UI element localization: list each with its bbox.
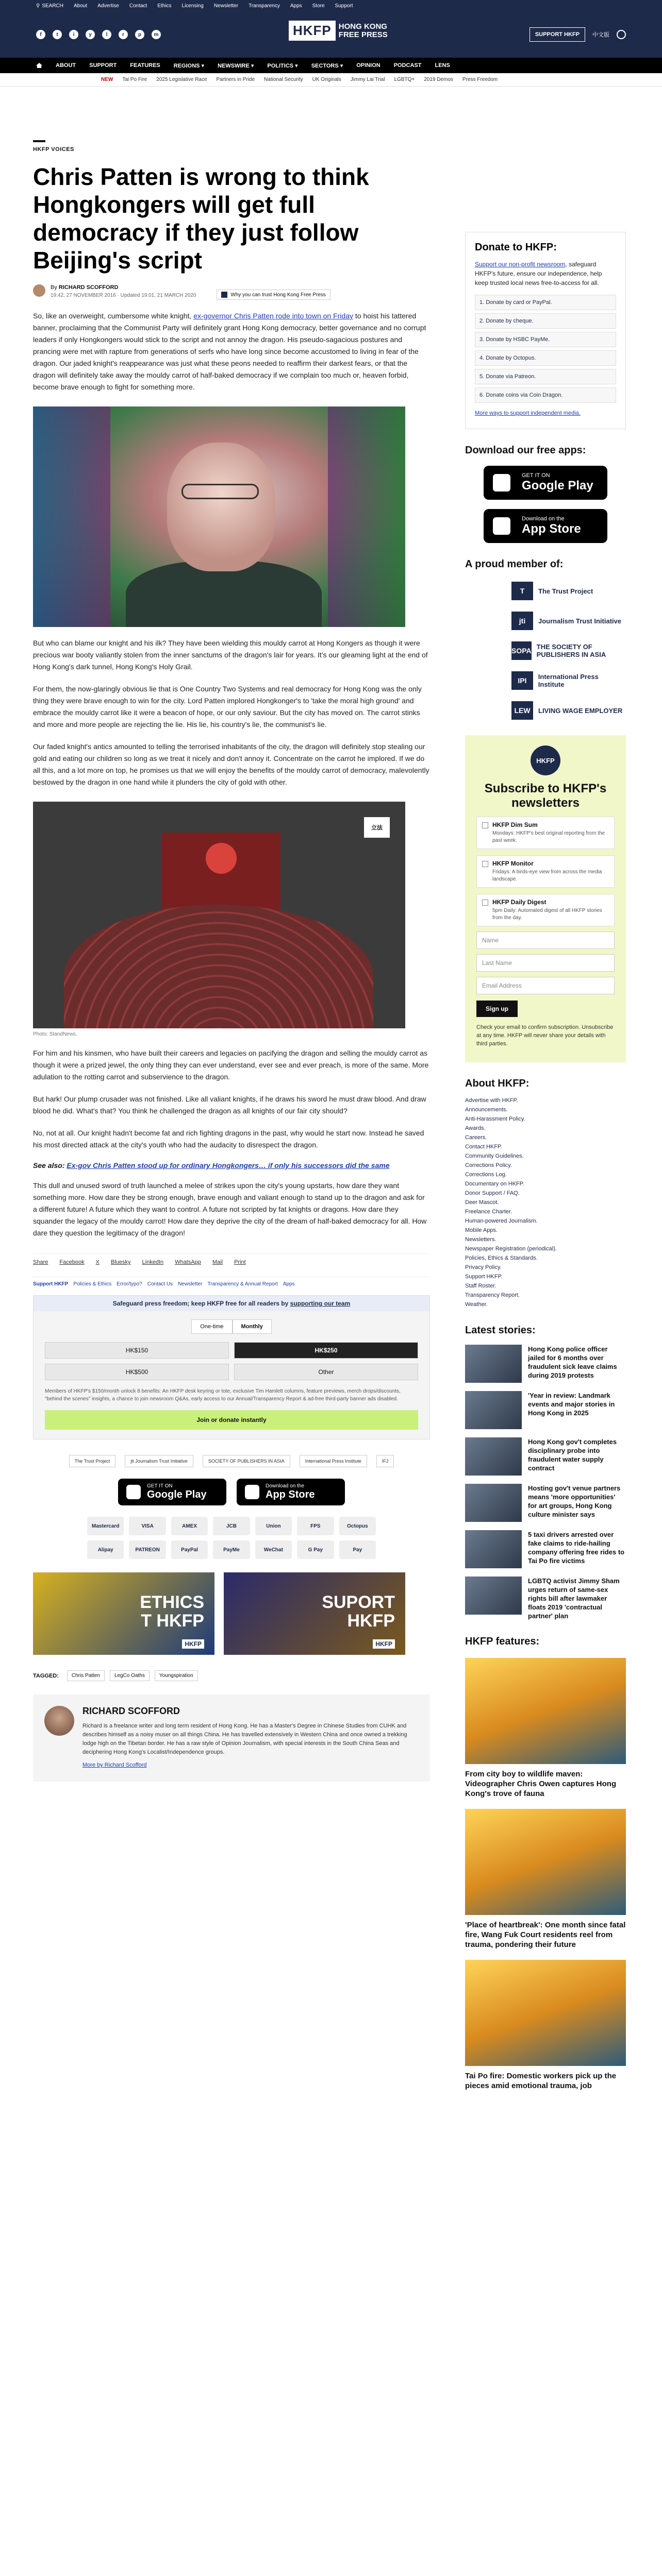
store-small: GET IT ON bbox=[522, 472, 550, 479]
member-mark: T bbox=[511, 582, 533, 600]
member-name: The Trust Project bbox=[538, 587, 593, 595]
rss-icon[interactable]: r bbox=[119, 30, 128, 39]
feature-title[interactable]: From city boy to wildlife maven: Videographer Chris Owen captures Hong Kong's trove of fauna bbox=[465, 1770, 617, 1798]
article-kicker[interactable]: HKFP VOICES bbox=[33, 146, 74, 152]
donate-head: Safeguard press freedom; keep HKFP free for all readers by supporting our team bbox=[34, 1296, 429, 1311]
one-time-tab[interactable]: One-time bbox=[191, 1319, 232, 1334]
checkbox[interactable] bbox=[482, 822, 488, 828]
story-title[interactable]: LGBTQ activist Jimmy Sham urges return of same-sex rights bill after lawmaker floats 2019 'contractual partner' plan bbox=[528, 1577, 620, 1620]
amount-options bbox=[34, 1342, 429, 1380]
topic-link[interactable]: Partners in Pride bbox=[216, 77, 255, 82]
share-whatsapp[interactable]: WhatsApp bbox=[175, 1259, 201, 1265]
badge[interactable]: SOCIETY OF PUBLISHERS IN ASIA bbox=[203, 1455, 290, 1467]
article-body bbox=[33, 310, 430, 1239]
topic-link[interactable]: Press Freedom bbox=[462, 77, 498, 82]
hk-emblem-icon bbox=[206, 843, 237, 874]
donate-option[interactable]: 1. Donate by card or PayPal. bbox=[475, 295, 616, 310]
main-nav bbox=[0, 58, 662, 73]
utility-link-newsletter[interactable]: Newsletter bbox=[213, 3, 239, 9]
see-also: See also: Ex-gov Chris Patten stood up for ordinary Hongkongers… if only his successors did the same bbox=[33, 1161, 390, 1170]
member-logo[interactable] bbox=[511, 582, 626, 600]
donate-option[interactable]: 6. Donate coins via Coin Dragon. bbox=[475, 387, 616, 403]
story-thumbnail[interactable] bbox=[465, 1437, 522, 1476]
about-link[interactable]: Staff Roster. bbox=[465, 1283, 496, 1289]
promo-line: T HKFP bbox=[141, 1611, 204, 1631]
topic-link[interactable]: National Security bbox=[264, 77, 303, 82]
latest-story[interactable] bbox=[465, 1577, 626, 1620]
promo-logo: HKFP bbox=[373, 1639, 395, 1649]
app-store-button[interactable] bbox=[237, 1479, 345, 1505]
payment-paypal-icon[interactable]: PayPal bbox=[171, 1540, 208, 1559]
apps-link[interactable]: Apps bbox=[283, 1281, 295, 1287]
article-dates: 19:42, 27 NOVEMBER 2016 · Updated 19:01, 21 MARCH 2020 bbox=[51, 293, 196, 298]
share-x[interactable]: X bbox=[95, 1259, 100, 1265]
photo-caption: Photo: StandNews. bbox=[33, 1031, 77, 1037]
member-mark: IPI bbox=[511, 671, 533, 690]
member-title: A proud member of: bbox=[465, 558, 564, 570]
story-thumbnail[interactable] bbox=[465, 1484, 522, 1522]
about-title: About HKFP: bbox=[465, 1078, 529, 1089]
article bbox=[33, 140, 430, 1782]
logo-words bbox=[339, 23, 388, 39]
author-bio: Richard is a freelance writer and long term resident of Hong Kong. He has a Master's Degree in Chinese Studies from CUHK and describes himself as a noisy muser on all things China. He has travelled extensively in Western China and once owned a trekking lodge high on the Tibetan border. He has a raw style of Opinion Journalism, with special interests in the South China Seas and deciphering Hong Kong's Localist/Independence groups. bbox=[82, 1723, 407, 1755]
payment-patreon-icon[interactable]: PATREON bbox=[129, 1540, 166, 1559]
legco-tag: 立法 bbox=[364, 817, 390, 838]
transparency-link[interactable]: Transparency & Annual Report bbox=[207, 1281, 278, 1287]
utility-link-store[interactable]: Store bbox=[312, 3, 325, 9]
badge[interactable]: IFJ bbox=[376, 1455, 394, 1467]
share-linkedin[interactable]: LinkedIn bbox=[142, 1259, 164, 1265]
youtube-icon[interactable]: y bbox=[86, 30, 95, 39]
trust-pill-label: Why you can trust Hong Kong Free Press bbox=[230, 292, 326, 298]
member-name: THE SOCIETY OF PUBLISHERS IN ASIA bbox=[536, 643, 606, 658]
logo-line-1: HONG KONG bbox=[338, 22, 387, 31]
feature-title[interactable]: Tai Po fire: Domestic workers pick up the pieces amid emotional trauma, job bbox=[465, 2072, 617, 2090]
google-play-icon bbox=[493, 474, 510, 492]
feature-title[interactable]: 'Place of heartbreak': One month since fatal fire, Wang Fuk Court residents reel from trauma, pondering their future bbox=[465, 1921, 626, 1949]
utility-link-advertise[interactable]: Advertise bbox=[97, 3, 119, 9]
latest-list bbox=[465, 1345, 626, 1620]
feature-image[interactable] bbox=[465, 1960, 626, 2066]
site-logo[interactable] bbox=[289, 21, 388, 41]
newsletter-signup bbox=[465, 735, 626, 1062]
topic-link[interactable]: Jimmy Lai Trial bbox=[350, 77, 385, 82]
utility-bar bbox=[0, 0, 662, 11]
paragraph: No, not at all. Our knight hadn't become fat and rich fighting dragons in the past, why would he start now. Instead he saved his most directed attack at the city's youth who had the audacity to disrespect the dragon. bbox=[33, 1129, 424, 1149]
utility-link-about[interactable]: About bbox=[74, 3, 88, 9]
paragraph: But hark! Our plump crusader was not finished. Like all valiant knights, if he draws his sword he must draw blood. And draw blood he did. What's that? You think he challenged the dragon as all knights of our fair city should? bbox=[33, 1095, 426, 1115]
store-big: Google Play bbox=[147, 1489, 207, 1500]
newsletter-option[interactable] bbox=[476, 817, 615, 849]
badge[interactable]: The Trust Project bbox=[69, 1455, 116, 1467]
search-button[interactable] bbox=[36, 3, 63, 9]
about-block bbox=[465, 1078, 626, 1309]
feature-image[interactable] bbox=[465, 1658, 626, 1764]
search-icon: ⚲ bbox=[36, 3, 40, 9]
store-small: GET IT ON bbox=[147, 1483, 173, 1489]
tag-chip[interactable]: Chris Patten bbox=[67, 1670, 105, 1681]
policies-link[interactable]: Policies & Ethics bbox=[73, 1281, 112, 1287]
author-avatar[interactable] bbox=[33, 284, 45, 297]
paragraph: So, like an overweight, cumbersome white knight, ex-governor Chris Patten rode into town on Friday to hoist his tattered banner, proclaiming that the Communist Party will definitely grant Hong Kong democracy, better governance and no corrupt leaders if only Hongkongers would stick to the script and not annoy the dragon. His pseudo-sagacious postures and prancing were met with rapture from generations of serfs who have long since become accustomed to living in fear of the dragon. Our jaded knight's reappearance was just what these peons needed to reaffirm their darkest fears, or that the dragon will definitely take away the mouldy carrot of half-baked democracy if we complain too much or, heaven forbid, become brave enough to fight for something more. bbox=[33, 312, 426, 391]
member-logo[interactable] bbox=[511, 641, 626, 660]
author-box bbox=[33, 1694, 430, 1782]
google-play-icon bbox=[126, 1485, 141, 1499]
store-small: Download on the bbox=[266, 1483, 305, 1489]
about-link[interactable]: Donor Support / FAQ. bbox=[465, 1190, 520, 1196]
tagged-label: TAGGED: bbox=[33, 1672, 59, 1679]
share-facebook[interactable]: Facebook bbox=[59, 1259, 85, 1265]
about-link[interactable]: Contact HKFP. bbox=[465, 1144, 502, 1150]
apple-icon bbox=[245, 1485, 259, 1499]
about-link[interactable]: Careers. bbox=[465, 1134, 487, 1141]
story-title[interactable]: 'Year in review: Landmark events and major stories in Hong Kong in 2025 bbox=[528, 1392, 615, 1417]
story-thumbnail[interactable] bbox=[465, 1577, 522, 1615]
payment-visa-icon[interactable]: VISA bbox=[129, 1517, 166, 1535]
option-desc: Mondays: HKFP's best original reporting from the past week. bbox=[492, 831, 605, 843]
member-mark: LEW bbox=[511, 701, 533, 720]
payment-fps-icon[interactable]: FPS bbox=[297, 1517, 334, 1535]
paragraph: But who can blame our knight and his ilk? They have been wielding this mouldy carrot at Hong Kongers as though it were precious war booty valiantly stolen from the inner sanctums of the dragon's lair for years. It's our gleaming light at the end of Hong Kong's dark tunnel, Hong Kong's Holy Grail. bbox=[33, 639, 428, 671]
topic-link[interactable]: 2019 Demos bbox=[424, 77, 453, 82]
utility-link-licensing[interactable]: Licensing bbox=[181, 3, 204, 9]
membership-note: Members of HKFP's $150/month unlock 8 benefits: An HKFP desk keyring or tote, exclusive Tim Hamlett columns, feature previews, merch drops/discounts, "behind the scenes" insights, a chance to join newsroom Q&As, early access to our Annual/Transparency Report & ad-free third-party banner ads disabled. bbox=[45, 1388, 401, 1402]
tagged-row bbox=[33, 1670, 430, 1681]
trust-pill[interactable] bbox=[217, 290, 330, 300]
member-logo[interactable] bbox=[511, 612, 626, 630]
utility-link-apps[interactable]: Apps bbox=[290, 3, 302, 9]
topic-bar bbox=[0, 73, 662, 87]
about-link[interactable]: Privacy Policy. bbox=[465, 1264, 502, 1270]
nav-opinion[interactable]: OPINION bbox=[356, 62, 380, 69]
latest-story[interactable] bbox=[465, 1484, 626, 1522]
story-title[interactable]: Hong Kong gov't completes disciplinary probe into fraudulent water supply contract bbox=[528, 1438, 617, 1472]
payment-alipay-icon[interactable]: Alipay bbox=[87, 1540, 124, 1559]
sign-up-button[interactable]: Sign up bbox=[476, 1001, 518, 1017]
newsletter-title: Subscribe to HKFP's newsletters bbox=[484, 782, 607, 810]
checkbox[interactable] bbox=[482, 900, 488, 906]
promo-line: HKFP bbox=[347, 1611, 395, 1631]
nav-sectors[interactable]: SECTORS ▾ bbox=[311, 62, 343, 69]
paragraph: For them, the now-glaringly obvious lie that is One Country Two Systems and real democracy for Hong Kong was the only thing they were brave enough to win for the city. Lord Patten implored Hongkonger's to 'take the moral high ground' and embrace the mouldy carrot like it were a beacon of hope, or our only saviour. But the city has moved on. The carrot stinks and more and more people are rejecting the lie. His lie, his country's lie, the communist's lie. bbox=[33, 685, 422, 728]
story-title[interactable]: 5 taxi drivers arrested over fake claims to ride-hailing company offering free rides to Tai Po fire victims bbox=[528, 1531, 625, 1565]
nav-lens[interactable]: LENS bbox=[435, 62, 450, 69]
hkfp-mini-logo-icon bbox=[221, 292, 227, 298]
donate-intro: Support our non-profit newsroom, safeguard HKFP's future, ensure our independence, help keep trusted local news free-to-access for all. bbox=[475, 261, 602, 286]
byline bbox=[33, 284, 430, 300]
share-label: Share bbox=[33, 1259, 48, 1265]
frequency-toggle bbox=[34, 1319, 429, 1334]
photo-legco-chamber bbox=[33, 802, 405, 1028]
nav-politics[interactable]: POLITICS ▾ bbox=[267, 62, 298, 69]
payment-gpay-icon[interactable]: G Pay bbox=[297, 1540, 334, 1559]
linkedin-icon[interactable]: l bbox=[102, 30, 111, 39]
donate-options bbox=[475, 295, 616, 403]
topic-link[interactable]: Tai Po Fire bbox=[122, 77, 147, 82]
support-links bbox=[33, 1277, 430, 1287]
story-title[interactable]: Hong Kong police officer jailed for 6 months over fraudulent sick leave claims during 2019 protests bbox=[528, 1345, 617, 1379]
story-thumbnail[interactable] bbox=[465, 1391, 522, 1429]
story-thumbnail[interactable] bbox=[465, 1530, 522, 1568]
latest-story[interactable] bbox=[465, 1530, 626, 1568]
story-title[interactable]: Hosting gov't venue partners means 'more opportunities' for art groups, Hong Kong culture minister says bbox=[528, 1484, 621, 1518]
member-block bbox=[465, 558, 626, 720]
header-actions bbox=[529, 27, 626, 42]
amount-option-other[interactable]: Other bbox=[234, 1364, 418, 1380]
logo-line-2: FREE PRESS bbox=[338, 30, 388, 39]
more-by-author-link[interactable]: More by Richard Scofford bbox=[82, 1762, 147, 1768]
author-link[interactable]: RICHARD SCOFFORD bbox=[58, 284, 119, 291]
patten-town-link[interactable]: ex-governor Chris Patten rode into town on Friday bbox=[193, 312, 353, 320]
about-link[interactable]: Freelance Charter. bbox=[465, 1209, 512, 1215]
apple-icon bbox=[493, 517, 510, 535]
option-desc: 5pm Daily: Automated digest of all HKFP stories from the day. bbox=[492, 908, 602, 921]
social-links bbox=[36, 30, 161, 39]
promo-line: SUPORT bbox=[322, 1592, 395, 1612]
support-newsroom-link[interactable]: Support our non-profit newsroom bbox=[475, 261, 566, 268]
option-title: HKFP Daily Digest bbox=[492, 899, 547, 906]
chinese-edition-link[interactable]: 中文版 bbox=[592, 32, 609, 38]
member-logo[interactable] bbox=[511, 671, 626, 690]
nav-features[interactable]: FEATURES bbox=[130, 62, 160, 69]
apps-block bbox=[465, 445, 626, 543]
amount-option-selected[interactable]: HK$250 bbox=[234, 1342, 418, 1359]
checkbox[interactable] bbox=[482, 861, 488, 867]
option-title: HKFP Dim Sum bbox=[492, 821, 538, 828]
about-link[interactable]: Anti-Harassment Policy. bbox=[465, 1116, 525, 1122]
author-avatar[interactable] bbox=[44, 1706, 74, 1736]
about-link[interactable]: Policies, Ethics & Standards. bbox=[465, 1255, 538, 1261]
paragraph: For him and his kinsmen, who have built their careers and legacies on pacifying the dragon and selling the mouldy carrot as though it were a prized jewel, the only thing they can ever understand, ever see and ever preach, is more of the same. More adulation to the rotting carrot and subservience to the dragon. bbox=[33, 1049, 429, 1081]
payment-mastercard-icon[interactable]: Mastercard bbox=[87, 1517, 124, 1535]
search-label: SEARCH bbox=[42, 3, 64, 9]
newsletter-link[interactable]: Newsletter bbox=[178, 1281, 203, 1287]
topic-link[interactable]: 2025 Legislative Race bbox=[156, 77, 207, 82]
donate-option[interactable]: 5. Donate via Patreon. bbox=[475, 369, 616, 384]
app-store-button[interactable] bbox=[484, 509, 607, 543]
payment-unionpay-icon[interactable]: Union bbox=[255, 1517, 292, 1535]
topic-link[interactable]: UK Originals bbox=[312, 77, 341, 82]
join-donate-button[interactable]: Join or donate instantly bbox=[45, 1410, 418, 1430]
app-store-row bbox=[33, 1479, 430, 1505]
feature-story[interactable] bbox=[465, 1809, 626, 1950]
tag-chip[interactable]: LegCo Oaths bbox=[110, 1670, 150, 1681]
donate-option[interactable]: 2. Donate by cheque. bbox=[475, 313, 616, 329]
feature-story[interactable] bbox=[465, 1658, 626, 1799]
podcast-icon[interactable]: p bbox=[135, 30, 144, 39]
feature-story[interactable] bbox=[465, 1960, 626, 2091]
account-icon[interactable] bbox=[617, 30, 626, 39]
nav-about[interactable]: ABOUT bbox=[56, 62, 76, 69]
latest-story[interactable] bbox=[465, 1345, 626, 1383]
nav-podcast[interactable]: PODCAST bbox=[393, 62, 422, 69]
share-row bbox=[33, 1253, 430, 1265]
home-icon[interactable] bbox=[36, 63, 42, 68]
amount-option[interactable]: HK$150 bbox=[45, 1342, 229, 1359]
latest-block bbox=[465, 1325, 626, 1620]
nav-regions[interactable]: REGIONS ▾ bbox=[173, 62, 205, 69]
latest-story[interactable] bbox=[465, 1437, 626, 1476]
apps-title: Download our free apps: bbox=[465, 445, 586, 456]
tag-chip[interactable]: Youngspiration bbox=[155, 1670, 198, 1681]
paragraph: Our faded knight's antics amounted to telling the terrorised inhabitants of the city, the dragon will definitely stop stealing our gold and eating our children so long as we treat it nicely and don't annoy it. Concentrate on the carrot he implored. If we do all this, and a lot more on top, he promises us that we will enjoy the benefits of the mouldy carrot of democracy, malevolently bestowed by the dragon in one hand while it plunders the city of gold with other. bbox=[33, 742, 429, 786]
promo-support[interactable] bbox=[224, 1572, 405, 1655]
share-mail[interactable]: Mail bbox=[212, 1259, 223, 1265]
promo-line: ETHICS bbox=[140, 1592, 204, 1612]
utility-link-ethics[interactable]: Ethics bbox=[157, 3, 172, 9]
store-big: App Store bbox=[522, 522, 581, 536]
donate-option[interactable]: 4. Donate by Octopus. bbox=[475, 350, 616, 366]
member-name: Journalism Trust Initiative bbox=[538, 617, 622, 625]
share-bluesky[interactable]: Bluesky bbox=[111, 1259, 131, 1265]
member-mark: jti bbox=[511, 612, 533, 630]
donate-title: Donate to HKFP: bbox=[475, 242, 557, 253]
donate-widget bbox=[33, 1295, 430, 1439]
features-title: HKFP features: bbox=[465, 1636, 540, 1647]
about-link[interactable]: Deer Mascot. bbox=[465, 1199, 499, 1206]
mastodon-icon[interactable]: m bbox=[152, 30, 161, 39]
contact-link[interactable]: Contact Us bbox=[147, 1281, 173, 1287]
promo-ethics[interactable] bbox=[33, 1572, 214, 1655]
about-link[interactable]: Newspaper Registration (periodical). bbox=[465, 1246, 557, 1252]
about-link[interactable]: Corrections Log. bbox=[465, 1172, 507, 1178]
payment-methods bbox=[87, 1517, 376, 1559]
latest-story[interactable] bbox=[465, 1391, 626, 1429]
facebook-icon[interactable]: f bbox=[36, 30, 45, 39]
nav-newswire[interactable]: NEWSWIRE ▾ bbox=[218, 62, 254, 69]
about-link[interactable]: Community Guidelines. bbox=[465, 1153, 524, 1159]
option-title: HKFP Monitor bbox=[492, 860, 534, 867]
support-team-link[interactable]: supporting our team bbox=[290, 1300, 351, 1307]
store-big: Google Play bbox=[522, 479, 593, 493]
more-ways-link[interactable]: More ways to support independent media. bbox=[475, 410, 581, 416]
newsletter-logo: HKFP bbox=[531, 745, 560, 775]
new-badge: NEW bbox=[101, 77, 113, 82]
about-link[interactable]: Announcements. bbox=[465, 1107, 508, 1113]
payment-payme-icon[interactable]: PayMe bbox=[213, 1540, 250, 1559]
photo-patten bbox=[33, 406, 405, 627]
option-desc: Fridays: A birds-eye view from across the media landscape. bbox=[492, 869, 602, 882]
about-link[interactable]: Corrections Policy. bbox=[465, 1162, 512, 1168]
features-block bbox=[465, 1636, 626, 2091]
instagram-icon[interactable]: i bbox=[69, 30, 78, 39]
kicker-rule bbox=[33, 140, 45, 142]
member-name: LIVING WAGE EMPLOYER bbox=[538, 706, 623, 715]
features-list bbox=[465, 1658, 626, 2091]
donate-card bbox=[465, 232, 626, 429]
payment-applepay-icon[interactable]: Pay bbox=[339, 1540, 376, 1559]
google-play-button[interactable] bbox=[118, 1479, 226, 1505]
about-link[interactable]: Transparency Report. bbox=[465, 1292, 520, 1298]
store-big: App Store bbox=[266, 1489, 315, 1500]
name-input[interactable]: Name bbox=[476, 931, 615, 949]
support-hkfp-button[interactable]: SUPPORT HKFP bbox=[529, 27, 585, 42]
promo-logo: HKFP bbox=[182, 1639, 204, 1649]
latest-title: Latest stories: bbox=[465, 1325, 536, 1336]
store-small: Download on the bbox=[522, 516, 565, 522]
brand-header bbox=[0, 11, 662, 58]
about-link[interactable]: Documentary on HKFP. bbox=[465, 1181, 524, 1187]
share-print[interactable]: Print bbox=[234, 1259, 246, 1265]
about-link[interactable]: Newsletters. bbox=[465, 1236, 496, 1243]
paragraph: This dull and unused sword of truth launched a melee of strikes upon the city's young upstarts, how dare they want something more. How dare they be strong enough, brave enough and valiant enough to stand up to the dragon and ask for a different future! A future which they want to control. A future not scripted by fat knights or dragons. How dare they squander the legacy of the mouldy carrot! How dare they deprive the city of the dream of half-baked democracy for all. How dare they question the legitimacy of the dragon! bbox=[33, 1181, 427, 1237]
byline-prefix: By bbox=[51, 284, 57, 291]
badge[interactable]: International Press Institute bbox=[300, 1455, 367, 1467]
payment-octopus-icon[interactable]: Octopus bbox=[339, 1517, 376, 1535]
about-link[interactable]: Advertise with HKFP. bbox=[465, 1097, 518, 1104]
newsletter-option[interactable] bbox=[476, 894, 615, 926]
utility-link-contact[interactable]: Contact bbox=[129, 3, 147, 9]
about-list bbox=[465, 1096, 626, 1309]
amount-option[interactable]: HK$500 bbox=[45, 1364, 229, 1380]
email-input[interactable]: Email Address bbox=[476, 977, 615, 994]
utility-link-support[interactable]: Support bbox=[335, 3, 353, 9]
x-icon[interactable]: t bbox=[53, 30, 62, 39]
utility-link-transparency[interactable]: Transparency bbox=[249, 3, 280, 9]
article-headline: Chris Patten is wrong to think Hongkongers will get full democracy if they just follow Beijing's script bbox=[33, 163, 369, 274]
feature-image[interactable] bbox=[465, 1809, 626, 1915]
newsletter-note: Check your email to confirm subscription. Unsubscribe at any time. HKFP will never share your details with third parties. bbox=[476, 1024, 614, 1047]
badge[interactable]: jti Journalism Trust Initiative bbox=[125, 1455, 193, 1467]
author-name[interactable]: RICHARD SCOFFORD bbox=[82, 1706, 180, 1716]
about-link[interactable]: Support HKFP. bbox=[465, 1274, 503, 1280]
member-logo[interactable] bbox=[511, 701, 626, 720]
member-name: International Press Institute bbox=[538, 673, 599, 688]
nav-support[interactable]: SUPPORT bbox=[89, 62, 117, 69]
member-mark: SOPA bbox=[511, 641, 532, 660]
payment-wechat-icon[interactable]: WeChat bbox=[255, 1540, 292, 1559]
about-link[interactable]: Awards. bbox=[465, 1125, 486, 1131]
about-link[interactable]: Weather. bbox=[465, 1301, 488, 1308]
story-thumbnail[interactable] bbox=[465, 1345, 522, 1383]
last-name-input[interactable]: Last Name bbox=[476, 954, 615, 972]
about-link[interactable]: Mobile Apps. bbox=[465, 1227, 498, 1233]
payment-jcb-icon[interactable]: JCB bbox=[213, 1517, 250, 1535]
see-also-link[interactable]: Ex-gov Chris Patten stood up for ordinary Hongkongers… if only his successors did the same bbox=[67, 1161, 390, 1170]
monthly-tab[interactable]: Monthly bbox=[233, 1319, 272, 1334]
payment-amex-icon[interactable]: AMEX bbox=[171, 1517, 208, 1535]
newsletter-option[interactable] bbox=[476, 855, 615, 888]
donate-option[interactable]: 3. Donate by HSBC PayMe. bbox=[475, 332, 616, 347]
topic-link[interactable]: LGBTQ+ bbox=[394, 77, 415, 82]
google-play-button[interactable] bbox=[484, 466, 607, 500]
member-badges bbox=[33, 1455, 430, 1467]
support-hkfp-link[interactable]: Support HKFP bbox=[33, 1281, 69, 1287]
about-link[interactable]: Human-powered Journalism. bbox=[465, 1218, 538, 1224]
byline-author bbox=[51, 284, 196, 291]
logo-mark: HKFP bbox=[289, 21, 336, 41]
sidebar bbox=[465, 232, 626, 2091]
promo-banners bbox=[33, 1572, 430, 1655]
error-link[interactable]: Error/typo? bbox=[117, 1281, 142, 1287]
